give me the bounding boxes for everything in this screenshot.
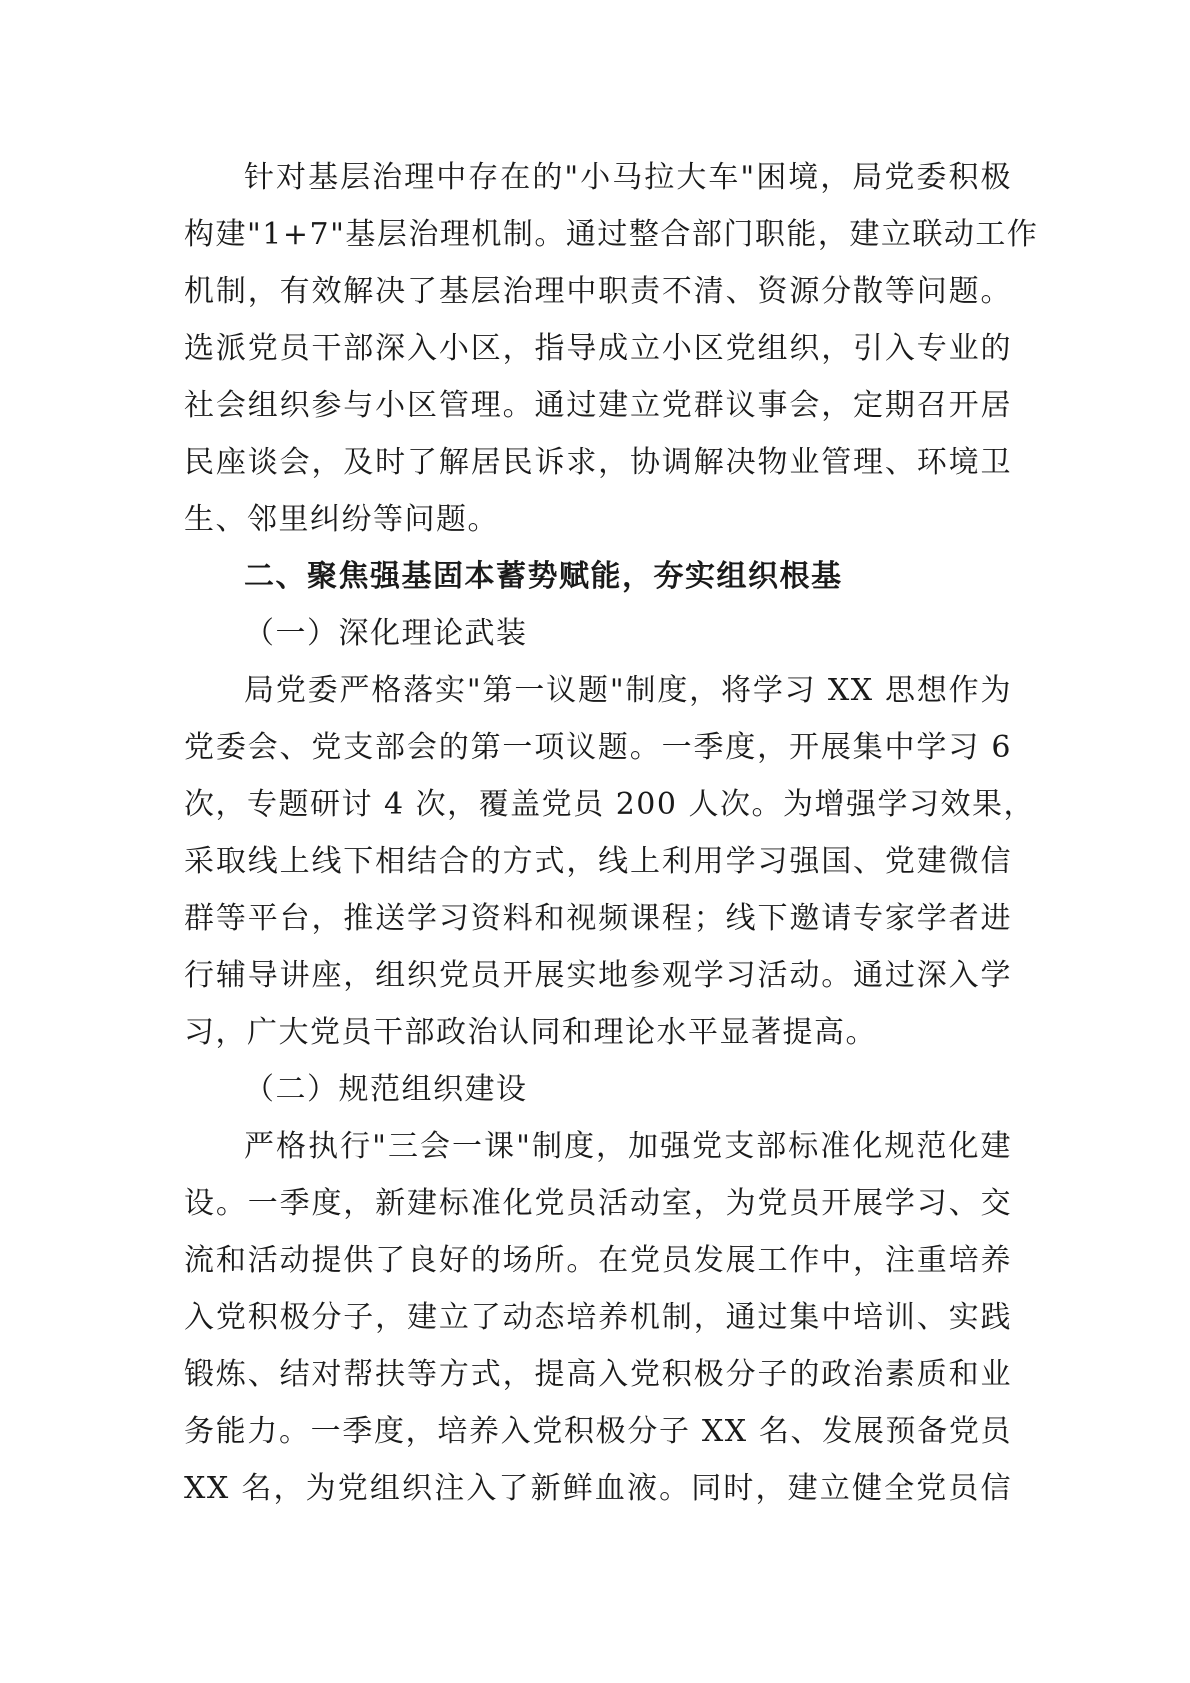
text-line: 流和活动提供了良好的场所。在党员发展工作中，注重培养	[184, 1243, 1012, 1278]
text-line: 民座谈会，及时了解居民诉求，协调解决物业管理、环境卫	[184, 445, 1012, 480]
paragraph	[184, 149, 1039, 548]
text-line: 机制，有效解决了基层治理中职责不清、资源分散等问题。	[184, 274, 1012, 309]
text-line: 构建"1+7"基层治理机制。通过整合部门职能，建立联动工作	[184, 217, 1039, 252]
text-line: 采取线上线下相结合的方式，线上利用学习强国、党建微信	[184, 844, 1012, 879]
text-line: 选派党员干部深入小区，指导成立小区党组织，引入专业的	[184, 331, 1012, 366]
paragraph	[184, 662, 1035, 1061]
text-line: 生、邻里纠纷等问题。	[184, 502, 499, 537]
text-line: XX 名，为党组织注入了新鲜血液。同时，建立健全党员信	[184, 1471, 1012, 1506]
text-line: 局党委严格落实"第一议题"制度，将学习 XX 思想作为	[244, 673, 1012, 708]
text-line: 党委会、党支部会的第一项议题。一季度，开展集中学习 6	[184, 730, 1012, 765]
text-line: 锻炼、结对帮扶等方式，提高入党积极分子的政治素质和业	[184, 1357, 1012, 1392]
text-line: 次，专题研讨 4 次，覆盖党员 200 人次。为增强学习效果，	[184, 787, 1035, 822]
subsection-heading	[184, 605, 1012, 662]
subsection-heading	[184, 1061, 1012, 1118]
document-body	[184, 149, 1039, 1517]
text-line: 设。一季度，新建标准化党员活动室，为党员开展学习、交	[184, 1186, 1012, 1221]
heading-text: 二、聚焦强基固本蓄势赋能，夯实组织根基	[244, 559, 843, 594]
paragraph	[184, 1118, 1012, 1517]
text-line: 群等平台，推送学习资料和视频课程；线下邀请专家学者进	[184, 901, 1012, 936]
text-line: 社会组织参与小区管理。通过建立党群议事会，定期召开居	[184, 388, 1012, 423]
text-line: 针对基层治理中存在的"小马拉大车"困境，局党委积极	[244, 160, 1012, 195]
text-line: 严格执行"三会一课"制度，加强党支部标准化规范化建	[244, 1129, 1012, 1164]
text-line: 习，广大党员干部政治认同和理论水平显著提高。	[184, 1015, 877, 1050]
subheading-text: （二）规范组织建设	[244, 1072, 528, 1107]
text-line: 行辅导讲座，组织党员开展实地参观学习活动。通过深入学	[184, 958, 1012, 993]
section-heading	[184, 548, 1012, 605]
text-line: 务能力。一季度，培养入党积极分子 XX 名、发展预备党员	[184, 1414, 1012, 1449]
subheading-text: （一）深化理论武装	[244, 616, 528, 651]
text-line: 入党积极分子，建立了动态培养机制，通过集中培训、实践	[184, 1300, 1012, 1335]
